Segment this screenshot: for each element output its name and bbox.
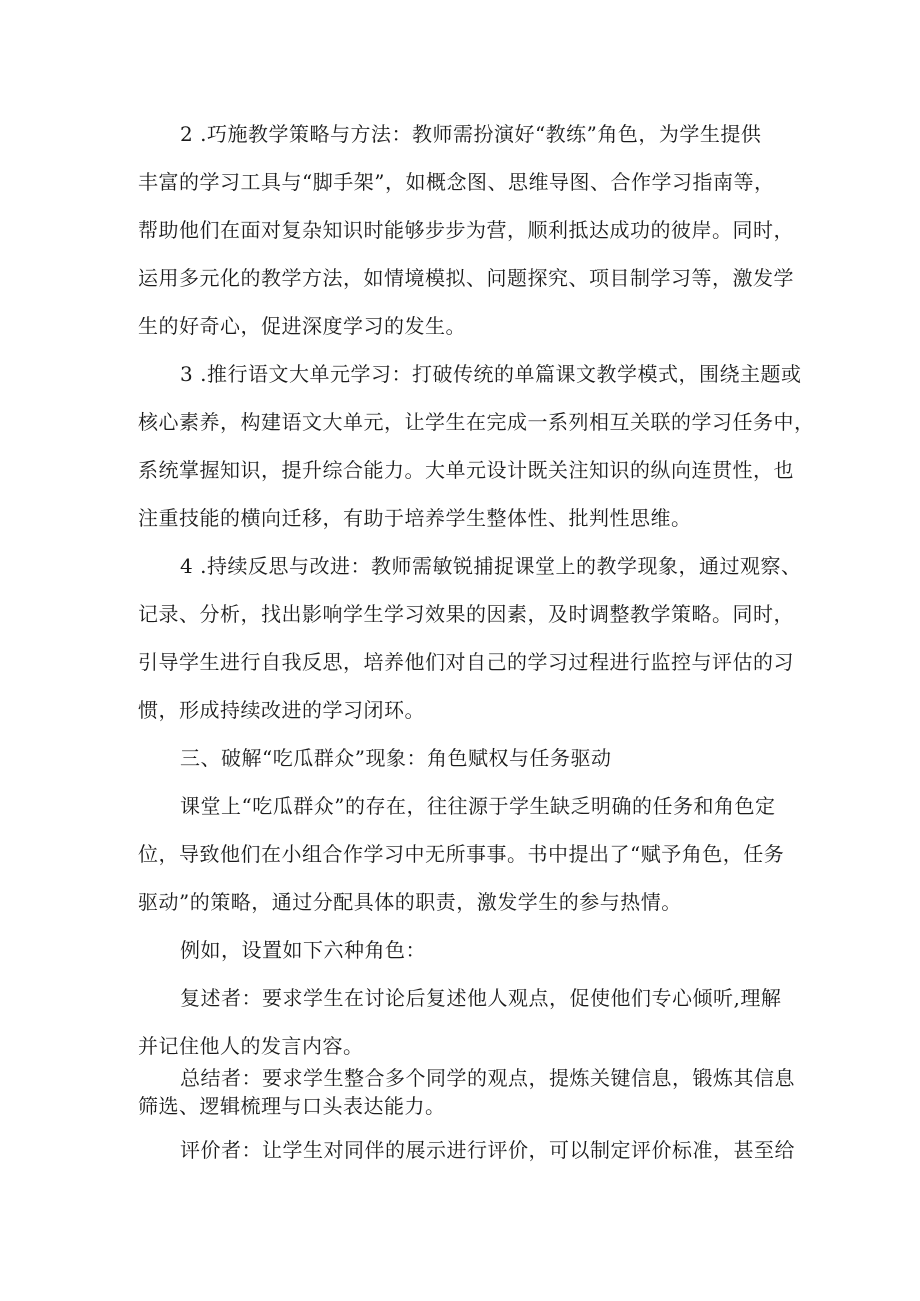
paragraph-line: 课堂上“吃瓜群众”的存在，往往源于学生缺乏明确的任务和角色定: [180, 794, 776, 818]
paragraph-line: 惯，形成持续改进的学习闭环。: [138, 698, 425, 722]
paragraph-line: 总结者：要求学生整合多个同学的观点，提炼关键信息，锻炼其信息: [180, 1066, 795, 1090]
paragraph-line: 帮助他们在面对复杂知识时能够步步为营，顺利抵达成功的彼岸。同时，: [138, 218, 794, 242]
paragraph-line: 复述者：要求学生在讨论后复述他人观点，促使他们专心倾听,理解: [180, 986, 782, 1010]
paragraph-line: 评价者：让学生对同伴的展示进行评价，可以制定评价标准，甚至给: [180, 1138, 795, 1162]
paragraph-line: 3 .推行语文大单元学习：打破传统的单篇课文教学模式，围绕主题或: [180, 362, 802, 386]
paragraph-line: 引导学生进行自我反思，培养他们对自己的学习过程进行监控与评估的习: [138, 650, 794, 674]
paragraph-line: 注重技能的横向迁移，有助于培养学生整体性、批判性思维。: [138, 506, 692, 530]
section-heading: 三、破解“吃瓜群众”现象：角色赋权与任务驱动: [180, 746, 612, 770]
paragraph-line: 驱动”的策略，通过分配具体的职责，激发学生的参与热情。: [138, 890, 682, 914]
paragraph-line: 2 .巧施教学策略与方法：教师需扮演好“教练”角色，为学生提供: [180, 122, 762, 146]
paragraph-line: 并记住他人的发言内容。: [138, 1034, 364, 1058]
paragraph-line: 位，导致他们在小组合作学习中无所事事。书中提出了“赋予角色，任务: [138, 842, 785, 866]
paragraph-line: 系统掌握知识，提升综合能力。大单元设计既关注知识的纵向连贯性，也: [138, 458, 794, 482]
paragraph-line: 核心素养，构建语文大单元，让学生在完成一系列相互关联的学习任务中，: [138, 410, 815, 434]
paragraph-line: 筛选、逻辑梳理与口头表达能力。: [138, 1094, 446, 1118]
paragraph-6: 例如，设置如下六种角色：: [180, 938, 426, 962]
paragraph-line: 记录、分析，找出影响学生学习效果的因素，及时调整教学策略。同时，: [138, 602, 794, 626]
paragraph-line: 4 .持续反思与改进：教师需敏锐捕捉课堂上的教学现象，通过观察、: [180, 554, 802, 578]
paragraph-line: 生的好奇心，促进深度学习的发生。: [138, 314, 466, 338]
paragraph-line: 运用多元化的教学方法，如情境模拟、问题探究、项目制学习等，激发学: [138, 266, 794, 290]
paragraph-line: 丰富的学习工具与“脚手架”，如概念图、思维导图、合作学习指南等，: [138, 170, 775, 194]
